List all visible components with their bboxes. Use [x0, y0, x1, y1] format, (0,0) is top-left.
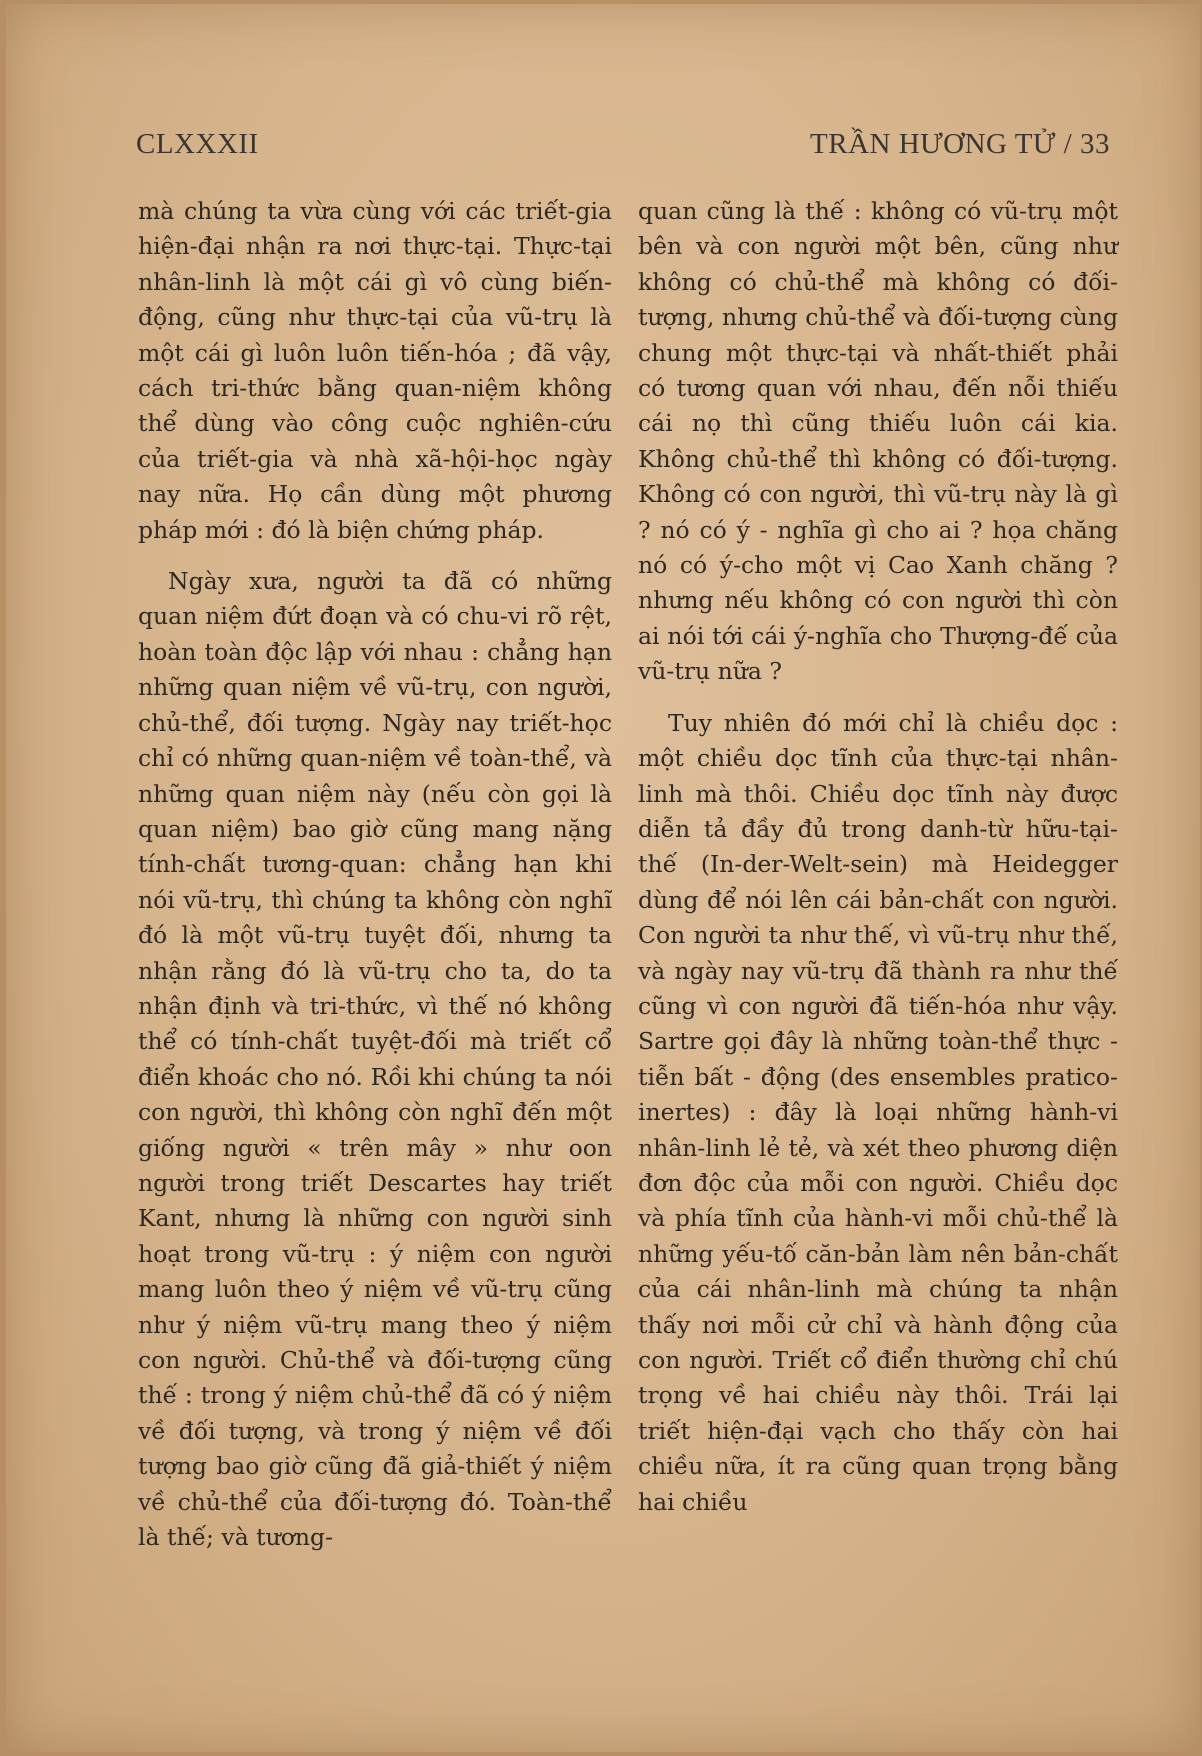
- paragraph-3: quan cũng là thế : không có vũ-trụ một bên và con người một bên, cũng như không có chủ-thể mà không có đối-tượng, nhưng chủ-thể và đối-tượng cùng chung một thực-tại và nhất-thiết phải có tương quan với nhau, đến nỗi thiếu cái nọ thì cũng thiếu luôn cái kia. Không chủ-thể thì không có đối-tượng. Không có con người, thì vũ-trụ này là gì ? nó có ý - nghĩa gì cho ai ? họa chăng nó có ý-cho một vị Cao Xanh chăng ? nhưng nếu không có con người thì còn ai nói tới cái ý-nghĩa cho Thượng-đế của vũ-trụ nữa ?: [638, 197, 1118, 686]
- paragraph-2: Ngày xưa, người ta đã có những quan niệm đứt đoạn và có chu-vi rõ rệt, hoàn toàn độc lập với nhau : chẳng hạn những quan niệm về vũ-trụ, con người, chủ-thể, đối tượng. Ngày nay triết-học chỉ có những quan-niệm về toàn-thể, và những quan niệm này (nếu còn gọi là quan niệm) bao giờ cũng mang nặng tính-chất tương-quan: chẳng hạn khi nói vũ-trụ, thì chúng ta không còn nghĩ đó là một vũ-trụ tuyệt đối, nhưng ta nhận rằng đó là vũ-trụ cho ta, do ta nhận định và tri-thức, vì thế nó không thể có tính-chất tuyệt-đối mà triết cổ điển khoác cho nó. Rồi khi chúng ta nói con người, thì không còn nghĩ đến một giống người « trên mây » như oon người trong triết Descartes hay triết Kant, nhưng là những con người sinh hoạt trong vũ-trụ : ý niệm con người mang luôn theo ý niệm về vũ-trụ cũng như ý niệm vũ-trụ mang theo ý niệm con người. Chủ-thể và đối-tượng cũng thế : trong ý niệm chủ-thể đã có ý niệm về đối tượng, và trong ý niệm về đối tượng bao giờ cũng đã giả-thiết ý niệm về chủ-thể của đối-tượng đó. Toàn-thể là thế; và tương-: [138, 567, 612, 1552]
- running-title: TRẦN HƯƠNG TỬ / 33: [810, 128, 1110, 160]
- book-page: [6, 4, 1200, 1752]
- page-header: [136, 128, 1110, 168]
- section-number: CLXXXII: [136, 128, 259, 160]
- paragraph-4: Tuy nhiên đó mới chỉ là chiều dọc : một chiều dọc tĩnh của thực-tại nhân-linh mà thôi. Chiều dọc tĩnh này được diễn tả đầy đủ trong danh-từ hữu-tại-thế (In-der-Welt-sein) mà Heidegger dùng để nói lên cái bản-chất con người. Con người ta như thế, vì vũ-trụ như thế, và ngày nay vũ-trụ đã thành ra như thế cũng vì con người đã tiến-hóa như vậy. Sartre gọi đây là những toàn-thể thực - tiễn bất - động (des ensembles pratico-inertes) : đây là loại những hành-vi nhân-linh lẻ tẻ, và xét theo phương diện đơn độc của mỗi con người. Chiều dọc và phía tĩnh của hành-vi mỗi chủ-thể là những yếu-tố căn-bản làm nên bản-chất của cái nhân-linh mà chúng ta nhận thấy nơi mỗi cử chỉ và hành động của con người. Triết cổ điển thường chỉ chú trọng về hai chiều này thôi. Trái lại triết hiện-đại vạch cho thấy còn hai chiều nữa, ít ra cũng quan trọng bằng hai chiều: [638, 708, 1118, 1516]
- paragraph-1: mà chúng ta vừa cùng với các triết-gia hiện-đại nhận ra nơi thực-tại. Thực-tại nhân-linh là một cái gì vô cùng biến-động, cũng như thực-tại của vũ-trụ là một cái gì luôn luôn tiến-hóa ; đã vậy, cách tri-thức bằng quan-niệm không thể dùng vào công cuộc nghiên-cứu của triết-gia và nhà xã-hội-học ngày nay nữa. Họ cần dùng một phương pháp mới : đó là biện chứng pháp.: [138, 197, 612, 544]
- left-column: [138, 194, 612, 1555]
- right-column: [638, 194, 1118, 1520]
